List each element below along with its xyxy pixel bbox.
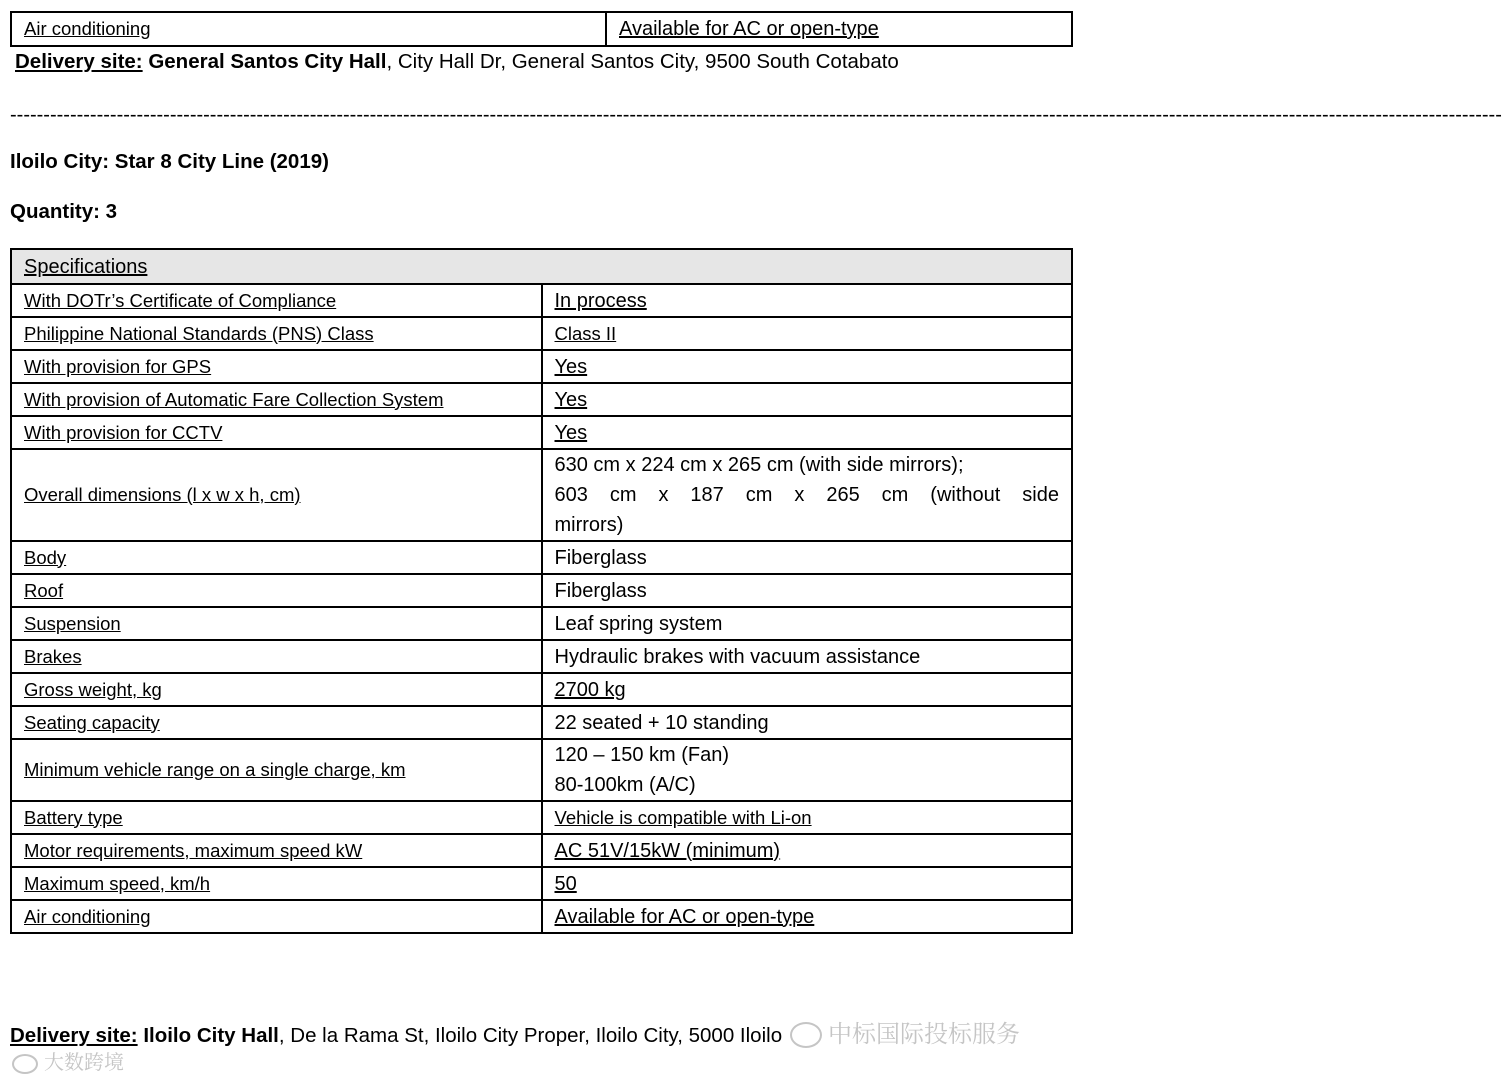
spec-label: Maximum speed, km/h xyxy=(11,867,542,900)
spec-label: Motor requirements, maximum speed kW xyxy=(11,834,542,867)
spec-value: 50 xyxy=(542,867,1073,900)
spec-table xyxy=(10,248,1073,934)
spec-value: Available for AC or open-type xyxy=(542,900,1073,933)
spec-value: 2700 kg xyxy=(542,673,1073,706)
table-row xyxy=(11,801,1072,834)
spec-label: Air conditioning xyxy=(11,12,606,46)
spec-label: Battery type xyxy=(11,801,542,834)
spec-value: AC 51V/15kW (minimum) xyxy=(542,834,1073,867)
spec-value: In process xyxy=(542,284,1073,317)
delivery-site-gensan xyxy=(15,50,899,74)
spec-label: Seating capacity xyxy=(11,706,542,739)
spec-label: Minimum vehicle range on a single charge, km xyxy=(11,739,542,801)
spec-value: Yes xyxy=(542,350,1073,383)
watermark-text: 大数跨境 xyxy=(44,1050,124,1074)
spec-value xyxy=(542,449,1073,541)
table-row xyxy=(11,541,1072,574)
spec-value-line: 120 – 150 km (Fan) xyxy=(554,744,730,766)
table-row xyxy=(11,317,1072,350)
separator-line: -------------------------------------------------------------------------------------------------------------------------------------------------------------------------------------------------------------------------------- xyxy=(10,104,1502,126)
table-row xyxy=(11,834,1072,867)
quantity: Quantity: 3 xyxy=(10,200,118,223)
watermark-text: 中标国际投标服务 xyxy=(828,1020,1020,1048)
spec-label: Gross weight, kg xyxy=(11,673,542,706)
spec-value-line: 80-100km (A/C) xyxy=(554,774,696,796)
spec-label: With DOTr’s Certificate of Compliance xyxy=(11,284,542,317)
delivery-address: , City Hall Dr, General Santos City, 9500 South Cotabato xyxy=(386,50,899,73)
spec-value xyxy=(542,739,1073,801)
spec-label: Body xyxy=(11,541,542,574)
spec-value: Leaf spring system xyxy=(542,607,1073,640)
spec-label: Air conditioning xyxy=(11,900,542,933)
table-row xyxy=(11,739,1072,801)
spec-value: Class II xyxy=(542,317,1073,350)
table-row xyxy=(11,284,1072,317)
spec-value: 22 seated + 10 standing xyxy=(542,706,1073,739)
watermark-right xyxy=(790,1014,1020,1049)
table-row xyxy=(11,574,1072,607)
delivery-place: Iloilo City Hall xyxy=(143,1024,279,1047)
table-row xyxy=(11,416,1072,449)
spec-value: Vehicle is compatible with Li-on xyxy=(542,801,1073,834)
delivery-label: Delivery site: xyxy=(10,1024,138,1047)
spec-value: Yes xyxy=(542,416,1073,449)
table-row xyxy=(11,640,1072,673)
spec-value-line: mirrors) xyxy=(554,514,624,536)
spec-value-line: 630 cm x 224 cm x 265 cm (with side mirrors); xyxy=(554,454,964,476)
table-header: Specifications xyxy=(11,249,1072,284)
spec-value: Fiberglass xyxy=(542,541,1073,574)
section-title: Iloilo City: Star 8 City Line (2019) xyxy=(10,150,329,173)
table-row xyxy=(11,900,1072,933)
table-row xyxy=(11,706,1072,739)
table-row xyxy=(11,867,1072,900)
spec-value: Yes xyxy=(542,383,1073,416)
spec-value-line: 603 cm x 187 cm x 265 cm (without side xyxy=(554,484,1059,506)
spec-value: Available for AC or open-type xyxy=(606,12,1072,46)
spec-value: Hydraulic brakes with vacuum assistance xyxy=(542,640,1073,673)
top-spec-table xyxy=(10,11,1073,47)
watermark-left xyxy=(12,1046,124,1075)
table-row xyxy=(11,449,1072,541)
spec-label: With provision of Automatic Fare Collection System xyxy=(11,383,542,416)
spec-label: Overall dimensions (l x w x h, cm) xyxy=(11,449,542,541)
table-row xyxy=(11,607,1072,640)
wechat-icon xyxy=(790,1022,822,1048)
table-row xyxy=(11,12,1072,46)
logo-icon xyxy=(12,1054,38,1074)
spec-label: Philippine National Standards (PNS) Class xyxy=(11,317,542,350)
delivery-site-iloilo xyxy=(10,1024,782,1048)
delivery-label: Delivery site: xyxy=(15,50,143,73)
table-row xyxy=(11,673,1072,706)
delivery-place: General Santos City Hall xyxy=(148,50,387,73)
spec-label: With provision for CCTV xyxy=(11,416,542,449)
delivery-address: , De la Rama St, Iloilo City Proper, Iloilo City, 5000 Iloilo xyxy=(278,1024,783,1047)
table-header-row xyxy=(11,249,1072,284)
spec-label: Roof xyxy=(11,574,542,607)
table-row xyxy=(11,350,1072,383)
spec-label: Suspension xyxy=(11,607,542,640)
spec-value: Fiberglass xyxy=(542,574,1073,607)
spec-label: Brakes xyxy=(11,640,542,673)
spec-label: With provision for GPS xyxy=(11,350,542,383)
table-row xyxy=(11,383,1072,416)
